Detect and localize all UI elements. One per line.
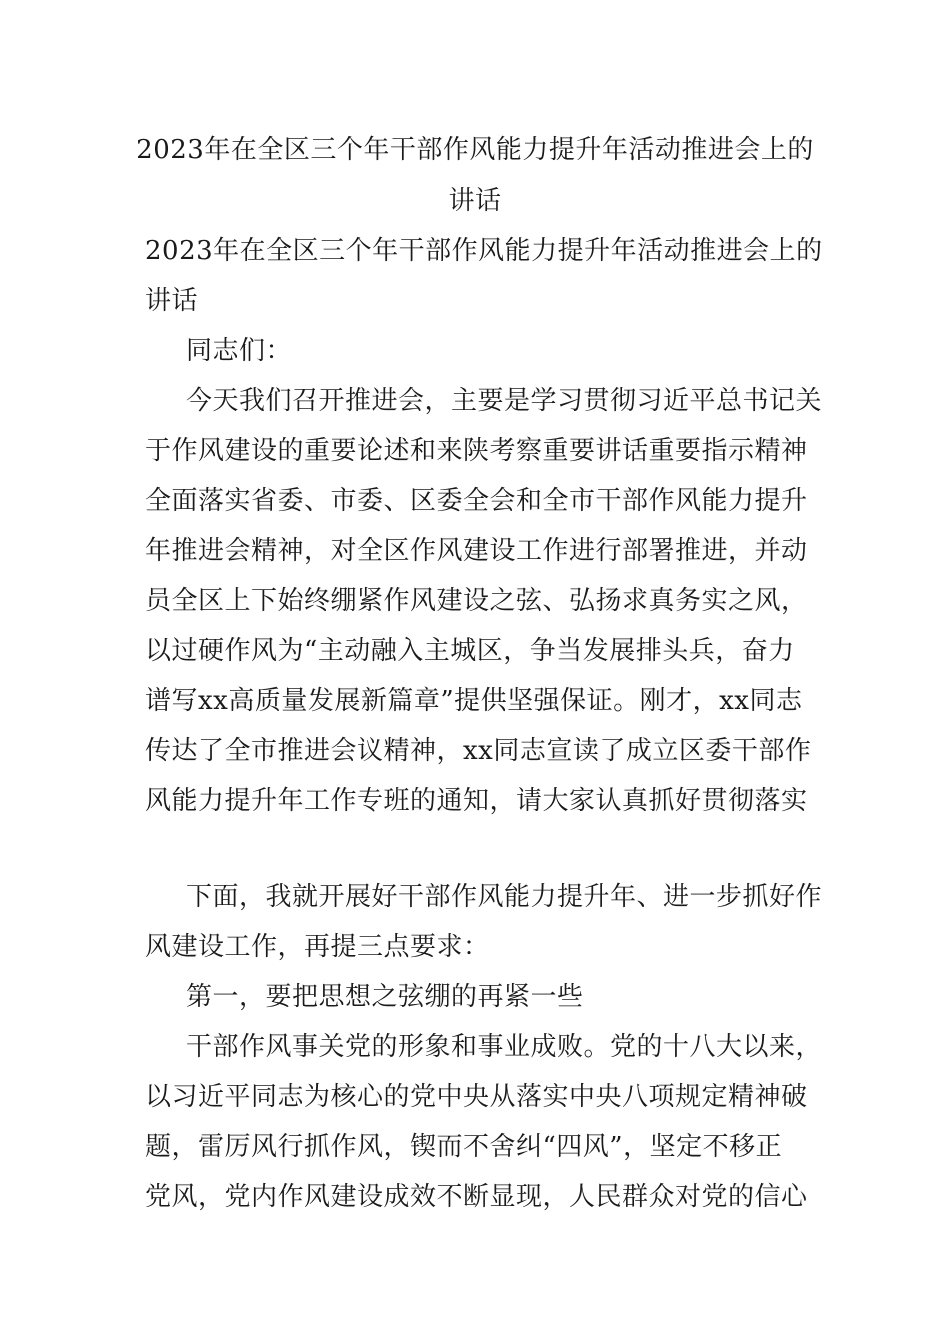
document-title-line-1: 2023年在全区三个年干部作风能力提升年活动推进会上的 (136, 135, 814, 165)
paragraph-line: 以过硬作风为“主动融入主城区，争当发展排头兵，奋力 (145, 636, 795, 666)
paragraph-line: 下面，我就开展好干部作风能力提升年、进一步抓好作 (186, 882, 823, 912)
document-title-line-2: 讲话 (448, 186, 502, 216)
paragraph-line: 全面落实省委、市委、区委全会和全市干部作风能力提升 (145, 486, 808, 516)
paragraph-line: 干部作风事关党的形象和事业成败。党的十八大以来， (186, 1032, 823, 1062)
section-heading: 第一，要把思想之弦绷的再紧一些 (186, 982, 584, 1012)
paragraph-line: 谱写xx高质量发展新篇章”提供坚强保证。刚才，xx同志 (145, 686, 803, 716)
paragraph-line: 于作风建设的重要论述和来陕考察重要讲话重要指示精神 (145, 436, 808, 466)
salutation: 同志们： (186, 336, 293, 366)
body-heading-line-1: 2023年在全区三个年干部作风能力提升年活动推进会上的 (145, 236, 823, 266)
paragraph-line: 题，雷厉风行抓作风，锲而不舍纠“四风”，坚定不移正 (145, 1132, 783, 1162)
body-heading-line-2: 讲话 (145, 286, 199, 316)
paragraph-line: 风建设工作，再提三点要求： (145, 932, 490, 962)
paragraph-line: 党风，党内作风建设成效不断显现，人民群众对党的信心 (145, 1182, 808, 1212)
paragraph-line: 年推进会精神，对全区作风建设工作进行部署推进，并动 (145, 536, 808, 566)
paragraph-line: 今天我们召开推进会，主要是学习贯彻习近平总书记关 (186, 386, 823, 416)
paragraph-line: 员全区上下始终绷紧作风建设之弦、弘扬求真务实之风， (145, 586, 808, 616)
paragraph-line: 风能力提升年工作专班的通知，请大家认真抓好贯彻落实 (145, 786, 808, 816)
paragraph-line: 以习近平同志为核心的党中央从落实中央八项规定精神破 (145, 1082, 808, 1112)
paragraph-line: 传达了全市推进会议精神，xx同志宣读了成立区委干部作 (145, 736, 812, 766)
